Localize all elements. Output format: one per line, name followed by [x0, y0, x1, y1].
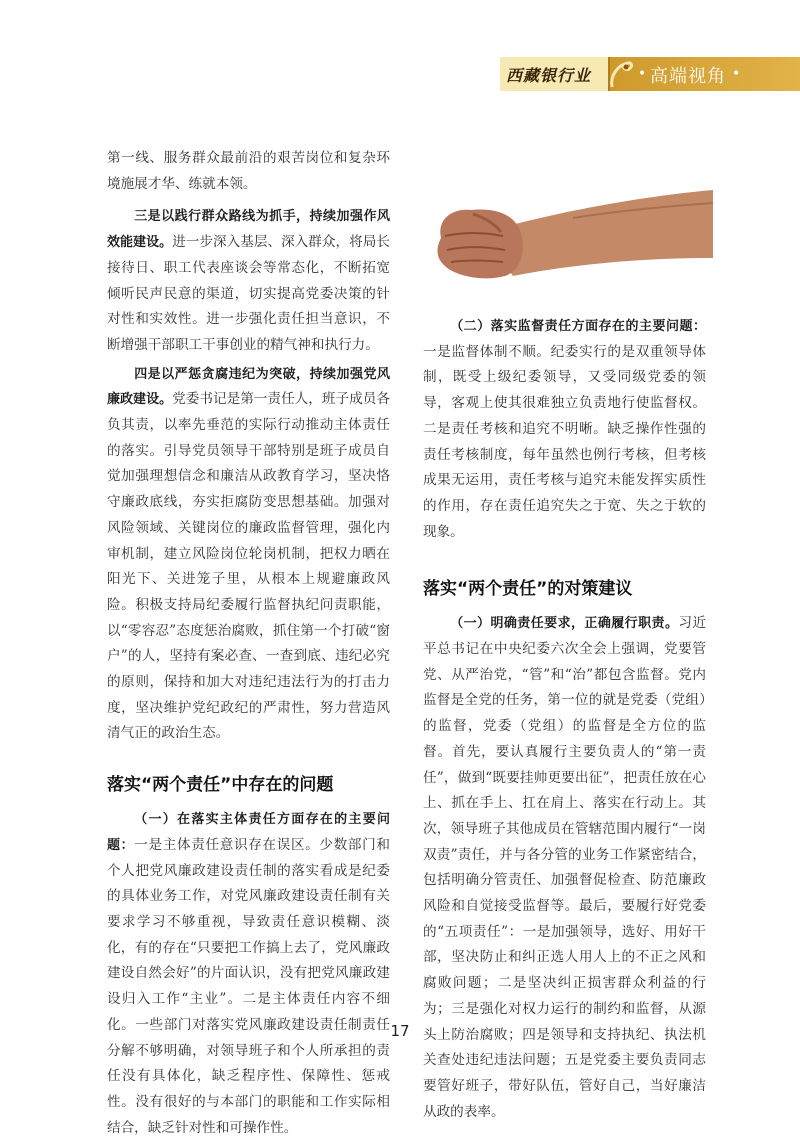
paragraph-body: 党委书记是第一责任人，班子成员各负其责，以率先垂范的实际行动推动主体责任的落实。引导党员领导干部特别是班子成员自觉加强理想信念和廉洁从政教育学习，坚决恪守廉政底线，夯实拒腐防变思想基础。加强对风险领域、关键岗位的廉政监督管理，强化内审机制，建立风险岗位轮岗机制，把权力晒在阳光下、关进笼子里，从根本上规避廉政风险。积极支持局纪委履行监督执纪问责职能，以“零容忍”态度惩治腐败，抓住第一个打破“窗户”的人，坚持有案必查、一查到底、违纪必究的原则，保持和加大对违纪违法行为的打击力度，坚决维护党纪政纪的严肃性，努力营造风清气正的政治生态。 — [107, 391, 390, 742]
right-column — [423, 314, 706, 1125]
section-heading: 落实“两个责任”的对策建议 — [423, 579, 633, 600]
paragraph-body: 进一步深入基层、深入群众，将局长接待日、职工代表座谈会等常态化，不断拓宽倾听民声民意的渠道，切实提高党委决策的针对性和实效性。进一步强化责任担当意识，不断增强干部职工干事创业的精气神和执行力。 — [107, 234, 390, 353]
paragraph — [107, 807, 390, 1141]
paragraph-heading: 四是以严惩贪腐违纪为突破，持续加强党风廉政建设。 — [107, 366, 390, 408]
paragraph — [423, 611, 706, 1125]
section-title: 高端视角 — [650, 66, 726, 87]
section-heading: 落实“两个责任”中存在的问题 — [107, 775, 334, 796]
bullet-dot-icon: • — [732, 66, 741, 82]
left-column — [107, 146, 390, 1141]
fist-photo — [423, 158, 713, 308]
swirl-ornament-icon — [608, 59, 634, 89]
paragraph — [423, 314, 706, 545]
paragraph — [107, 362, 390, 748]
paragraph-heading: （二）落实监督责任方面存在的主要问题： — [450, 319, 706, 334]
paragraph-body: 习近平总书记在中央纪委六次全会上强调，党要管党、从严治党，“管”和“治”都包含监督。党内监督是全党的任务，第一位的就是党委（党组）的监督，党委（党组）的监督是全方位的监督。首先，要认真履行主要负责人的“第一责任”，做到“既要挂帅更要出征”，把责任放在心上、抓在手上、扛在肩上、落实在行动上。其次，领导班子其他成员在管辖范围内履行“一岗双责”责任，并与各分管的业务工作紧密结合，包括明确分管责任、加强督促检查、防范廉政风险和自觉接受监督等。最后，要履行好党委的“五项责任”：一是加强领导，选好、用好干部，坚决防止和纠正选人用人上的不正之风和腐败问题；二是坚决纠正损害群众利益的行为；三是强化对权力运行的制约和监督，从源头上防治腐败；四是领导和支持执纪、执法机关查处违纪违法问题；五是党委主要负责同志要管好班子，带好队伍，管好自己，当好廉洁从政的表率。 — [423, 615, 706, 1120]
brand-name: 西藏银行业 — [506, 66, 592, 85]
paragraph-body: 一是监督体制不顺。纪委实行的是双重领导体制，既受上级纪委领导，又受同级党委的领导，客观上使其很难独立负责地行使监督权。二是责任考核和追究不明晰。缺乏操作性强的责任考核制度，每年虽然也例行考核，但考核成果无运用，责任考核与追究未能发挥实质性的作用，存在责任追究失之于宽、失之于软的现象。 — [423, 343, 706, 540]
brand-plate — [500, 57, 610, 91]
paragraph: 第一线、服务群众最前沿的艰苦岗位和复杂环境施展才华、练就本领。 — [107, 150, 390, 192]
bullet-dot-icon: • — [638, 66, 647, 82]
paragraph — [107, 204, 390, 358]
paragraph-heading: （一）在落实主体责任方面存在的主要问题： — [107, 812, 390, 853]
paragraph-heading: 三是以践行群众路线为抓手，持续加强作风效能建设。 — [107, 209, 390, 251]
page-number: 17 — [390, 1022, 410, 1040]
paragraph-body: 一是主体责任意识存在误区。少数部门和个人把党风廉政建设责任制的落实看成是纪委的具体业务工作，对党风廉政建设责任制有关要求学习不够重视，导致责任意识模糊、淡化，有的存在“只要把工作搞上去了，党风廉政建设自然会好”的片面认识，没有把党风廉政建设归入工作“主业”。二是主体责任内容不细化。一些部门对落实党风廉政建设责任制责任分解不够明确，对领导班子和个人所承担的责任没有具体化，缺乏程序性、保障性、惩戒性。没有很好的与本部门的职能和工作实际相结合，缺乏针对性和可操作性。 — [107, 836, 390, 1136]
paragraph-heading: （一）明确责任要求，正确履行职责。 — [450, 616, 679, 632]
header-banner — [500, 57, 800, 91]
